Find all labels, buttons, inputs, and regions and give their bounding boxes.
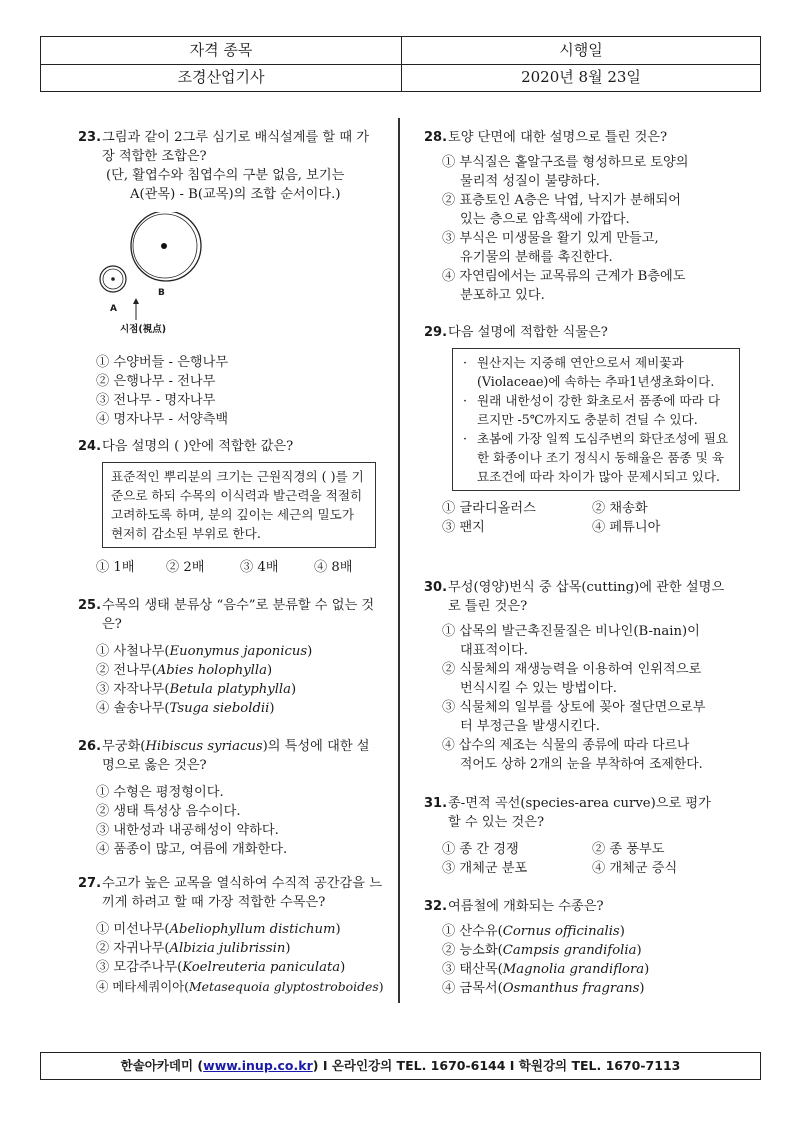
- question-28: [424, 128, 724, 305]
- header-label-date: 시행일: [559, 41, 603, 59]
- question-note: (단, 활엽수와 침엽수의 구분 없음, 보기는: [106, 168, 345, 183]
- option-1[interactable]: ① 종 간 경쟁: [442, 842, 519, 857]
- option-2[interactable]: ② 2배: [166, 560, 205, 575]
- question-stem: 종-면적 곡선(species-area curve)으로 평가 할 수 있는 것은?: [448, 796, 711, 830]
- option-4[interactable]: ④ 품종이 많고, 여름에 개화한다.: [96, 842, 288, 857]
- question-number: 28.: [424, 130, 448, 145]
- footer-academy: 한솔아카데미 (: [120, 1058, 204, 1073]
- question-stem: 토양 단면에 대한 설명으로 틀린 것은?: [448, 130, 668, 145]
- box-line-2: 원래 내한성이 강한 화초로서 품종에 따라 다르지만 -5℃까지도 충분히 견딜 수 있다.: [477, 393, 720, 427]
- option-1[interactable]: ① 삽목의 발근촉진물질은 비나인(B-nain)이 대표적이다.: [442, 624, 700, 658]
- option-2[interactable]: ② 채송화: [592, 501, 648, 516]
- option-3[interactable]: ③ 태산목(Magnolia grandiflora): [442, 962, 650, 977]
- question-stem: 여름철에 개화되는 수종은?: [448, 899, 604, 914]
- question-stem: 무성(영양)번식 중 삽목(cutting)에 관한 설명으로 틀린 것은?: [448, 580, 725, 614]
- question-stem: 수고가 높은 교목을 열식하여 수직적 공간감을 느끼게 하려고 할 때 가장 적합한 수목은?: [102, 876, 382, 910]
- footer-url-link[interactable]: www.inup.co.kr: [203, 1058, 313, 1073]
- box-line-1: 원산지는 지중해 연안으로서 제비꽃과(Violaceae)에 속하는 추파1년생초화이다.: [477, 355, 715, 389]
- option-2[interactable]: ② 능소화(Campsis grandifolia): [442, 943, 642, 958]
- question-number: 25.: [78, 598, 102, 613]
- question-number: 24.: [78, 439, 102, 454]
- question-note: A(관목) - B(교목)의 조합 순서이다.): [130, 187, 341, 202]
- option-2[interactable]: ② 식물체의 재생능력을 이용하여 인위적으로 번식시킬 수 있는 방법이다.: [442, 662, 702, 696]
- question-27: [78, 874, 382, 996]
- option-2[interactable]: ② 전나무(Abies holophylla): [96, 663, 273, 678]
- exam-header-table: [40, 36, 761, 92]
- option-1[interactable]: ① 수형은 평정형이다.: [96, 785, 224, 800]
- label-b: B: [158, 288, 165, 298]
- question-24: [78, 437, 376, 577]
- box-line-3: 초봄에 가장 일찍 도심주변의 화단조성에 필요한 화종이나 조기 정식시 동해율은 품종 및 육묘조건에 따라 차이가 많아 문제시되고 있다.: [477, 431, 729, 484]
- option-3[interactable]: ③ 자작나무(Betula platyphylla): [96, 682, 297, 697]
- page-footer: [40, 1052, 761, 1080]
- question-number: 30.: [424, 580, 448, 595]
- planting-diagram: [96, 212, 216, 322]
- option-2[interactable]: ② 자귀나무(Albizia julibrissin): [96, 941, 291, 956]
- footer-contact: ) I 온라인강의 TEL. 1670-6144 I 학원강의 TEL. 1670-7113: [312, 1058, 681, 1073]
- option-1[interactable]: ① 미선나무(Abeliophyllum distichum): [96, 922, 341, 937]
- viewpoint-label: 시점(視点): [120, 324, 167, 335]
- question-stem: 다음 설명의 ( )안에 적합한 값은?: [102, 439, 294, 454]
- question-stem-pre: 무궁화(: [102, 739, 146, 754]
- option-3[interactable]: ③ 부식은 미생물을 활기 있게 만들고, 유기물의 분해를 촉진한다.: [442, 231, 659, 265]
- option-4[interactable]: ④ 삽수의 제조는 식물의 종류에 따라 다르나 적어도 상하 2개의 눈을 부착하여 조제한다.: [442, 738, 703, 772]
- question-stem: 그림과 같이 2그루 심기로 배식설계를 할 때 가장 적합한 조합은?: [102, 130, 370, 164]
- question-stem: 수목의 생태 분류상 “음수”로 분류할 수 없는 것은?: [102, 598, 375, 632]
- option-2[interactable]: ② 표층토인 A층은 낙엽, 낙지가 분해되어 있는 층으로 암흑색에 가깝다.: [442, 193, 681, 227]
- option-3[interactable]: ③ 4배: [240, 560, 279, 575]
- question-31: [424, 794, 724, 878]
- option-2[interactable]: ② 종 풍부도: [592, 842, 665, 857]
- option-4[interactable]: ④ 메타세쿼이아(Metasequoia glyptostroboides): [96, 979, 384, 994]
- label-a: A: [110, 304, 117, 314]
- question-23: [78, 128, 378, 429]
- question-number: 29.: [424, 325, 448, 340]
- option-1[interactable]: ① 글라디올러스: [442, 501, 536, 516]
- option-4[interactable]: ④ 페튜니아: [592, 520, 661, 535]
- option-3[interactable]: ③ 모감주나무(Koelreuteria paniculata): [96, 960, 346, 975]
- option-4[interactable]: ④ 명자나무 - 서양측백: [96, 412, 229, 427]
- question-stem-sci: Hibiscus syriacus: [145, 739, 263, 754]
- question-number: 32.: [424, 899, 448, 914]
- question-30: [424, 578, 734, 774]
- option-4[interactable]: ④ 솔송나무(Tsuga sieboldii): [96, 701, 275, 716]
- option-3[interactable]: ③ 팬지: [442, 520, 485, 535]
- exam-name: 조경산업기사: [41, 64, 402, 91]
- option-3[interactable]: ③ 전나무 - 명자나무: [96, 393, 216, 408]
- question-stem-post: )의 특성에 대한 설명으로 옳은 것은?: [102, 739, 370, 773]
- column-divider: [398, 118, 400, 1003]
- question-25: [78, 596, 378, 718]
- header-label-subject: 자격 종목: [41, 37, 402, 64]
- explanation-box: · 원산지는 지중해 연안으로서 제비꽃과(Violaceae)에 속하는 추파1년생초화이다. · 원래 내한성이 강한 화초로서 품종에 따라 다르지만 -5℃까지도 충분히 견딜 수 있다. · 초봄에 가장 일찍 도심주변의 화단조성에 필요한 화종이나 조기 정식시 동해율은 품종 및 육묘조건에 따라 차이가 많아 문제시되고 있다.: [452, 348, 740, 491]
- question-26: [78, 737, 378, 859]
- exam-date: 2020년 8월 23일: [521, 68, 641, 86]
- question-number: 31.: [424, 796, 448, 811]
- option-1[interactable]: ① 산수유(Cornus officinalis): [442, 924, 625, 939]
- question-number: 27.: [78, 876, 102, 891]
- option-1[interactable]: ① 사철나무(Euonymus japonicus): [96, 644, 313, 659]
- option-4[interactable]: ④ 자연림에서는 교목류의 근계가 B층에도 분포하고 있다.: [442, 269, 686, 303]
- option-1[interactable]: ① 수양버들 - 은행나무: [96, 355, 229, 370]
- question-number: 26.: [78, 739, 102, 754]
- question-stem: 다음 설명에 적합한 식물은?: [448, 325, 608, 340]
- question-number: 23.: [78, 130, 102, 145]
- option-2[interactable]: ② 은행나무 - 전나무: [96, 374, 216, 389]
- option-4[interactable]: ④ 8배: [314, 560, 353, 575]
- question-32: [424, 897, 724, 998]
- option-2[interactable]: ② 생태 특성상 음수이다.: [96, 804, 241, 819]
- explanation-box: 표준적인 뿌리분의 크기는 근원직경의 ( )를 기준으로 하되 수목의 이식력과 발근력을 적절히 고려하도록 하며, 분의 깊이는 세근의 밀도가 현저히 감소된 부위로 한다.: [102, 462, 376, 548]
- option-3[interactable]: ③ 내한성과 내공해성이 약하다.: [96, 823, 279, 838]
- option-1[interactable]: ① 부식질은 홑알구조를 형성하므로 토양의 물리적 성질이 불량하다.: [442, 155, 689, 189]
- option-3[interactable]: ③ 개체군 분포: [442, 861, 528, 876]
- option-4[interactable]: ④ 금목서(Osmanthus fragrans): [442, 981, 645, 996]
- option-4[interactable]: ④ 개체군 증식: [592, 861, 678, 876]
- question-29: [424, 323, 740, 537]
- option-1[interactable]: ① 1배: [96, 560, 135, 575]
- option-3[interactable]: ③ 식물체의 일부를 상토에 꽂아 절단면으로부 터 부정근을 발생시킨다.: [442, 700, 706, 734]
